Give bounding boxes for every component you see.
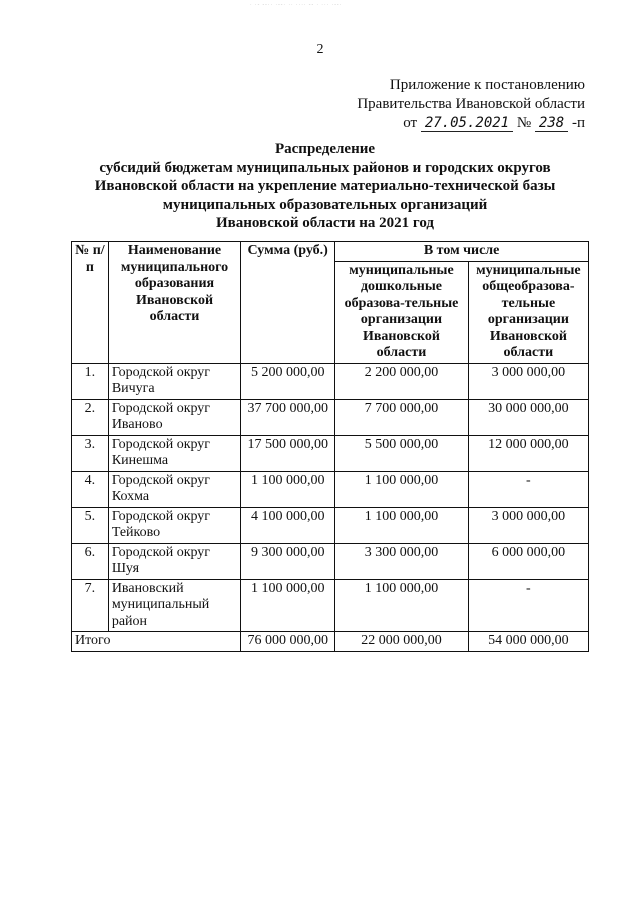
page-number: 2 (316, 42, 324, 57)
title-line: Ивановской области на укрепление материально-технической базы (94, 178, 556, 195)
row-name: Городской округ Иваново (108, 399, 240, 435)
row-num: 1. (72, 363, 109, 399)
table-row (72, 507, 589, 543)
from-label: от (403, 115, 418, 131)
table-row (72, 471, 589, 507)
row-preschool: 7 700 000,00 (335, 399, 469, 435)
scan-noise-text: · ·- --·· ·--· ·· ···· -- · ··· ·--· (250, 3, 343, 8)
handwritten-number: 238 (535, 115, 568, 132)
row-sum: 5 200 000,00 (241, 363, 335, 399)
row-preschool: 5 500 000,00 (335, 435, 469, 471)
total-preschool: 22 000 000,00 (335, 632, 469, 652)
table-row (72, 543, 589, 579)
row-sum: 17 500 000,00 (241, 435, 335, 471)
handwritten-date: 27.05.2021 (421, 115, 513, 132)
row-num: 6. (72, 543, 109, 579)
total-label: Итого (72, 632, 241, 652)
row-sum: 9 300 000,00 (241, 543, 335, 579)
appendix-line-2: Правительства Ивановской области (357, 96, 585, 112)
row-sum: 4 100 000,00 (241, 507, 335, 543)
row-general: 12 000 000,00 (468, 435, 588, 471)
appendix-date-line (357, 114, 585, 133)
total-sum: 76 000 000,00 (241, 632, 335, 652)
appendix-header (357, 76, 585, 133)
table-row (72, 579, 589, 632)
row-general: 30 000 000,00 (468, 399, 588, 435)
table-row (72, 399, 589, 435)
row-sum: 37 700 000,00 (241, 399, 335, 435)
title-line: Распределение (274, 141, 376, 157)
row-general: 6 000 000,00 (468, 543, 588, 579)
header-including: В том числе (335, 242, 589, 262)
row-num: 3. (72, 435, 109, 471)
row-general: 3 000 000,00 (468, 507, 588, 543)
row-num: 2. (72, 399, 109, 435)
subsidy-table (71, 241, 589, 652)
header-general: муниципальные общеобразова-тельные организации Ивановской области (468, 261, 588, 363)
row-num: 5. (72, 507, 109, 543)
row-preschool: 2 200 000,00 (335, 363, 469, 399)
row-sum: 1 100 000,00 (241, 471, 335, 507)
row-preschool: 1 100 000,00 (335, 471, 469, 507)
total-row (72, 632, 589, 652)
row-num: 4. (72, 471, 109, 507)
header-num: № п/п (72, 242, 109, 364)
row-preschool: 1 100 000,00 (335, 507, 469, 543)
document-title (60, 140, 590, 233)
header-row (72, 242, 589, 262)
row-sum: 1 100 000,00 (241, 579, 335, 632)
row-preschool: 1 100 000,00 (335, 579, 469, 632)
title-line: Ивановской области на 2021 год (215, 215, 434, 232)
row-name: Городской округ Шуя (108, 543, 240, 579)
table-row (72, 363, 589, 399)
row-general: - (468, 579, 588, 632)
row-name: Ивановский муниципальный район (108, 579, 240, 632)
row-name: Городской округ Вичуга (108, 363, 240, 399)
header-sum: Сумма (руб.) (241, 242, 335, 364)
title-line: субсидий бюджетам муниципальных районов и городских округов (99, 159, 551, 176)
row-name: Городской округ Кохма (108, 471, 240, 507)
total-general: 54 000 000,00 (468, 632, 588, 652)
row-num: 7. (72, 579, 109, 632)
row-general: 3 000 000,00 (468, 363, 588, 399)
title-line: муниципальных образовательных организаций (162, 196, 488, 213)
table-row (72, 435, 589, 471)
header-name: Наименование муниципального образования Ивановской области (108, 242, 240, 364)
number-suffix: -п (571, 115, 585, 131)
row-preschool: 3 300 000,00 (335, 543, 469, 579)
row-name: Городской округ Кинешма (108, 435, 240, 471)
header-preschool: муниципальные дошкольные образова-тельные организации Ивановской области (335, 261, 469, 363)
appendix-line-1: Приложение к постановлению (389, 77, 585, 93)
row-name: Городской округ Тейково (108, 507, 240, 543)
number-label: № (516, 115, 532, 131)
row-general: - (468, 471, 588, 507)
